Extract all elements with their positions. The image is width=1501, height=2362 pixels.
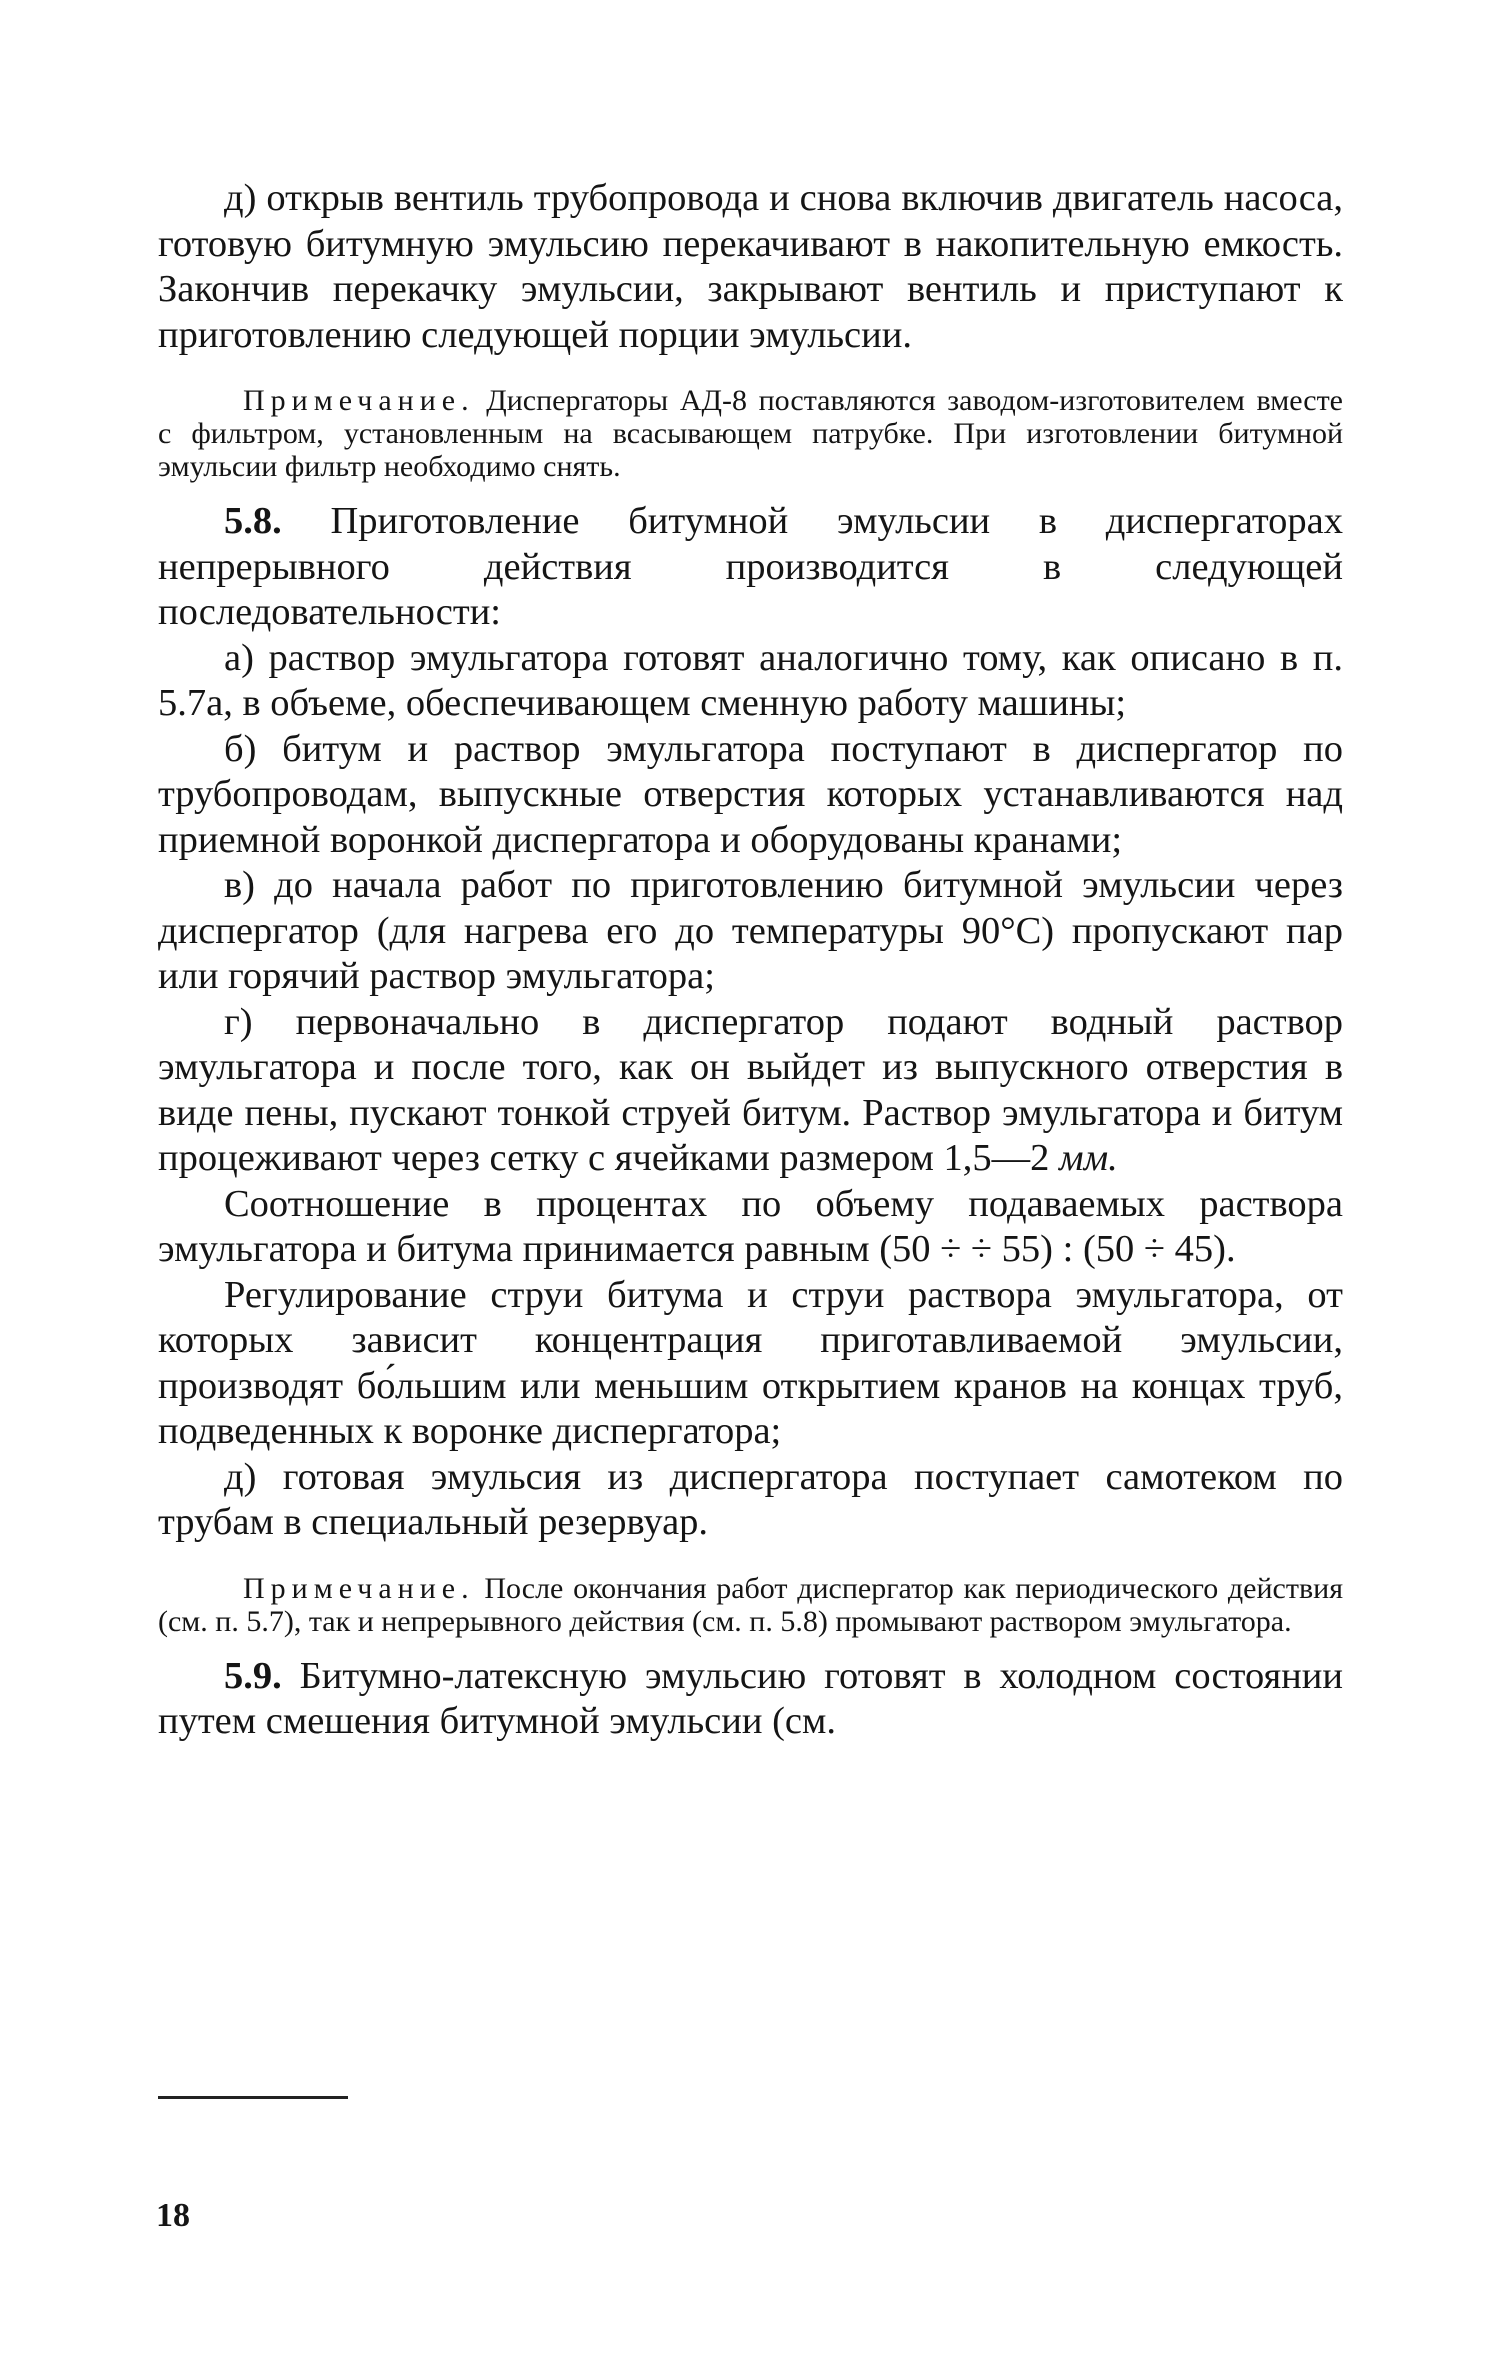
paragraph-ratio (158, 1182, 1343, 1273)
paragraph-item-d2 (158, 1455, 1343, 1546)
section-number: 5.8. (224, 500, 282, 542)
paragraph-text: д) открыв вентиль трубопровода и снова включив двигатель насоса, готовую битумную эмульсию перекачивают в накопительную емкость. Закончив перекачку эмульсии, закрывают вентиль и приступают к приготовлению следующей порции эмульсии. (158, 177, 1343, 356)
note-text: После окончания работ диспергатор как периодического действия (см. п. 5.7), так и непрерывного действия (см. п. 5.8) промывают раствором эмульгатора. (158, 1571, 1344, 1638)
unit-text: мм. (1059, 1137, 1118, 1179)
section-5-9 (158, 1654, 1343, 1745)
text-column (158, 176, 1343, 1745)
note-text: Диспергаторы АД-8 поставляются заводом-изготовителем вместе с фильтром, установленным на всасывающем патрубке. При изготовлении битумной эмульсии фильтр необходимо снять. (158, 384, 1344, 483)
section-text: Битумно-латексную эмульсию готовят в холодном состоянии путем смешения битумной эмульсии (см. (158, 1654, 1343, 1742)
paragraph-item-g (158, 1000, 1343, 1182)
paragraph-item-b (158, 727, 1343, 864)
paragraph-text: Соотношение в процентах по объему подаваемых раствора эмульгатора и битума принимается равным (50 ÷ ÷ 55) : (50 ÷ 45). (158, 1182, 1343, 1270)
paragraph-text: Регулирование струи битума и струи раствора эмульгатора, от которых зависит концентрация приготавливаемой эмульсии, производят бо́льшим или меньшим открытием кранов на концах труб, подведенных к воронке диспергатора; (158, 1273, 1343, 1452)
paragraph-item-a (158, 636, 1343, 727)
paragraph-text: б) битум и раствор эмульгатора поступают в диспергатор по трубопроводам, выпускные отверстия которых устанавливаются над приемной воронкой диспергатора и оборудованы кранами; (158, 727, 1343, 861)
paragraph-text: д) готовая эмульсия из диспергатора поступает самотеком по трубам в специальный резервуар. (158, 1455, 1343, 1543)
note-label: Примечание. (243, 384, 475, 417)
paragraph-text: а) раствор эмульгатора готовят аналогично тому, как описано в п. 5.7а, в объеме, обеспечивающем сменную работу машины; (158, 636, 1343, 724)
page-number: 18 (156, 2197, 190, 2234)
note-2 (158, 1572, 1343, 1638)
footnote-rule (158, 2096, 348, 2099)
paragraph-item-v (158, 863, 1343, 1000)
paragraph-text: в) до начала работ по приготовлению битумной эмульсии через диспергатор (для нагрева его до температуры 90°С) пропускают пар или горячий раствор эмульгатора; (158, 864, 1343, 997)
note-1 (158, 384, 1343, 483)
section-text: Приготовление битумной эмульсии в диспергаторах непрерывного действия производится в следующей последовательности: (158, 500, 1344, 633)
note-label: Примечание. (243, 1571, 475, 1605)
section-5-8 (158, 499, 1343, 636)
paragraph-item-d (158, 176, 1343, 358)
paragraph-text: г) первоначально в диспергатор подают водный раствор эмульгатора и после того, как он выйдет из выпускного отверстия в виде пены, пускают тонкой струей битум. Раствор эмульгатора и битум процеживают через сетку с ячейками размером 1,5—2 (158, 1000, 1343, 1179)
paragraph-regulation (158, 1273, 1343, 1455)
section-number: 5.9. (224, 1654, 282, 1697)
